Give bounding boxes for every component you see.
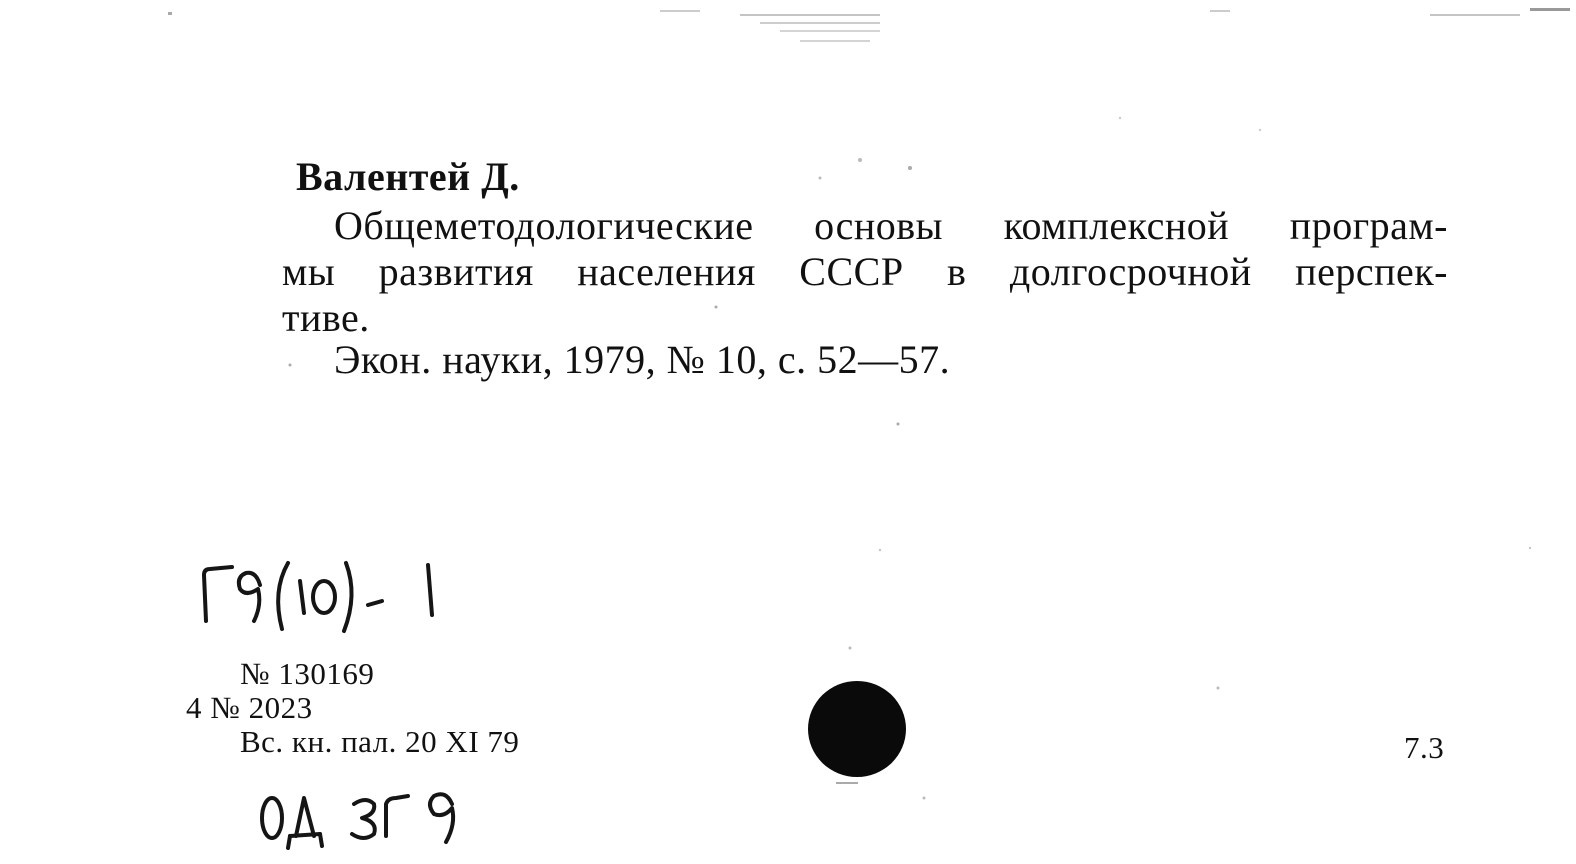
title-line: Общеметодологические основы комплексной програм- [334, 203, 1448, 248]
publication-source: Экон. науки, 1979, № 10, с. 52—57. [334, 337, 951, 382]
author-name: Валентей Д. [296, 154, 520, 199]
handwritten-classification-mark [196, 555, 456, 635]
publication-title [282, 203, 1448, 341]
title-line: мы развития населения СССР в долгосрочной перспек- [282, 249, 1448, 294]
registry-number: 4 № 2023 [186, 690, 313, 725]
card-punch-hole [808, 681, 906, 777]
inventory-number: № 130169 [240, 656, 375, 691]
received-stamp: Вс. кн. пал. 20 XI 79 [240, 724, 520, 759]
title-line: тиве. [282, 295, 370, 340]
handwritten-shelf-mark [256, 784, 476, 854]
classification-code: 7.3 [1404, 730, 1445, 765]
